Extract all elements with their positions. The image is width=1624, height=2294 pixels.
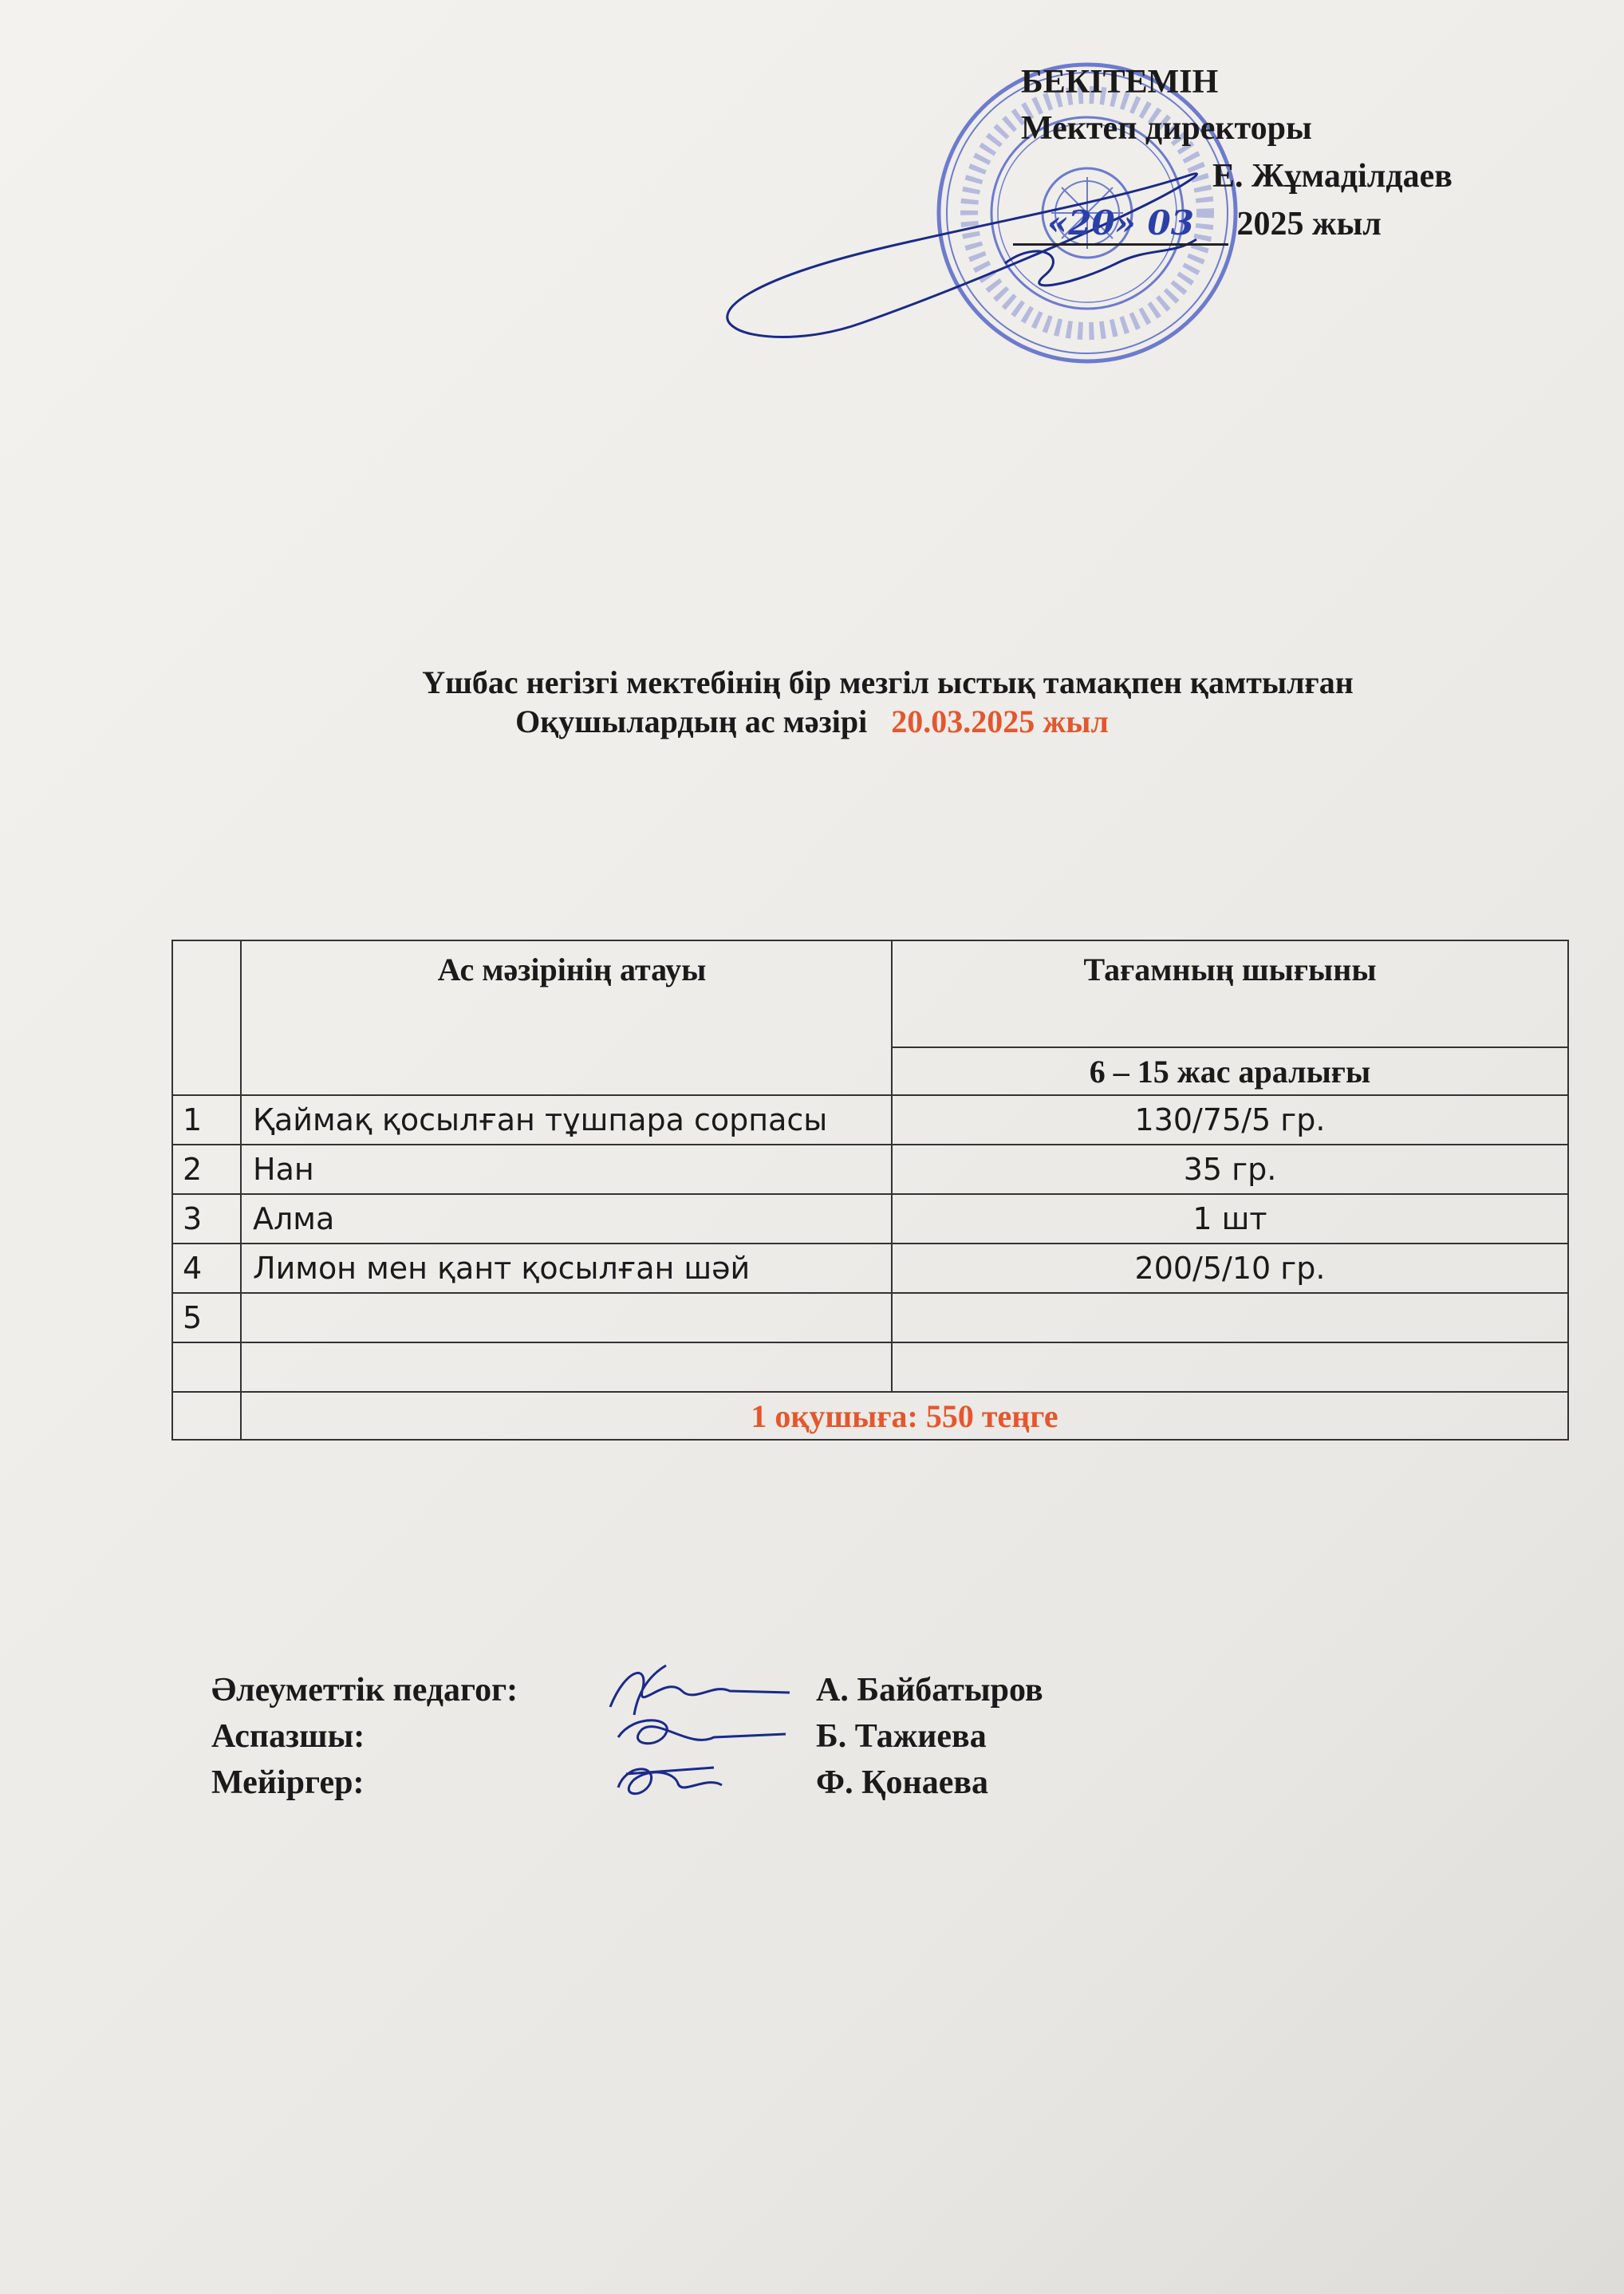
table-header-row — [172, 940, 1568, 1047]
table-row — [172, 1145, 1568, 1194]
row-num: 2 — [172, 1145, 241, 1194]
row-value — [892, 1342, 1568, 1392]
title-line-1: Үшбас негізгі мектебінің бір мезгіл ыстық тамақпен қамтылған — [422, 664, 1354, 700]
approval-position: Мектеп директоры — [1021, 110, 1312, 147]
row-name: Нан — [241, 1145, 892, 1194]
header-name-cell: Ас мәзірінің атауы — [241, 940, 892, 1095]
approval-date — [1013, 203, 1382, 246]
table-row — [172, 1244, 1568, 1293]
total-cost: 1 оқушыға: 550 теңге — [241, 1392, 1568, 1440]
page-title — [0, 664, 1624, 742]
row-value — [892, 1293, 1568, 1342]
signer-name: А. Байбатыров — [816, 1672, 1043, 1709]
signer-role: Аспазшы: — [211, 1718, 365, 1755]
row-num: 1 — [172, 1095, 241, 1145]
row-value: 200/5/10 гр. — [892, 1244, 1568, 1293]
approval-date-day: «20» 03 — [1013, 203, 1228, 246]
row-num — [172, 1342, 241, 1392]
approval-director: Е. Жұмаділдаев — [1212, 158, 1453, 195]
signer-name: Б. Тажиева — [816, 1718, 987, 1755]
total-num-cell — [172, 1392, 241, 1440]
row-value: 1 шт — [892, 1194, 1568, 1244]
table-row — [172, 1194, 1568, 1244]
row-name: Қаймақ қосылған тұшпара сорпасы — [241, 1095, 892, 1145]
row-num: 5 — [172, 1293, 241, 1342]
signature-icon — [594, 1752, 754, 1807]
row-name — [241, 1293, 892, 1342]
approval-heading: БЕКІТЕМІН — [1021, 64, 1219, 101]
title-date: 20.03.2025 жыл — [891, 703, 1109, 739]
row-value: 130/75/5 гр. — [892, 1095, 1568, 1145]
table-row — [172, 1293, 1568, 1342]
title-line-2 — [0, 703, 1624, 742]
table-row — [172, 1342, 1568, 1392]
signer-row — [211, 1760, 1169, 1806]
row-name: Алма — [241, 1194, 892, 1244]
title-line-2-prefix: Оқушылардың ас мәзірі — [515, 703, 868, 739]
header-cost-cell: Тағамның шығыны — [892, 940, 1568, 1047]
row-name: Лимон мен қант қосылған шәй — [241, 1244, 892, 1293]
signer-role: Әлеуметтік педагог: — [211, 1672, 518, 1709]
table-row — [172, 1095, 1568, 1145]
signer-name: Ф. Қонаева — [816, 1764, 989, 1801]
table-total-row — [172, 1392, 1568, 1440]
row-num: 3 — [172, 1194, 241, 1244]
row-num: 4 — [172, 1244, 241, 1293]
header-num-cell — [172, 940, 241, 1095]
menu-table — [171, 940, 1569, 1441]
approval-date-year: 2025 жыл — [1236, 206, 1382, 242]
row-name — [241, 1342, 892, 1392]
signer-role: Мейіргер: — [211, 1764, 365, 1801]
row-value: 35 гр. — [892, 1145, 1568, 1194]
header-age-cell: 6 – 15 жас аралығы — [892, 1047, 1568, 1095]
